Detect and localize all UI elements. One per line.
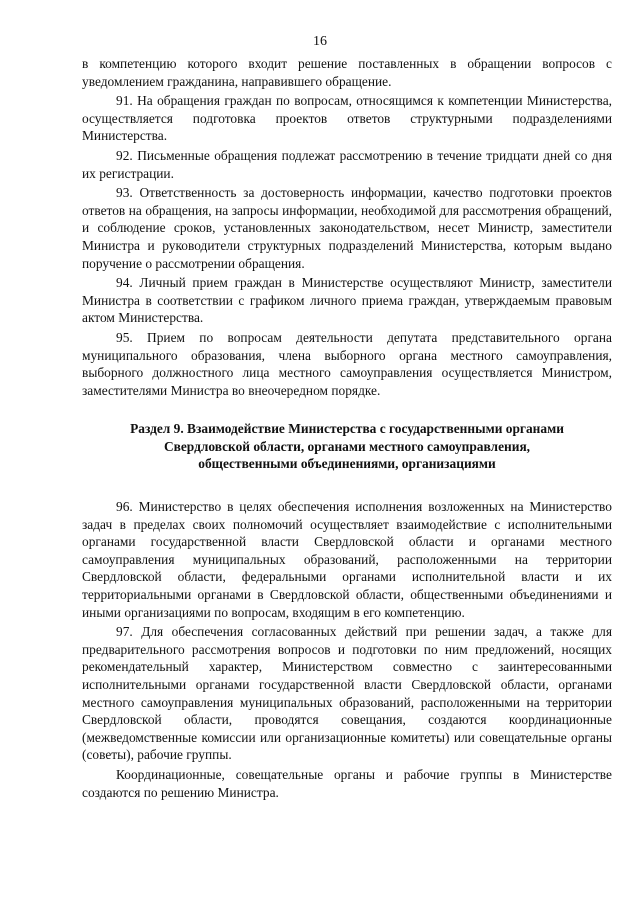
paragraph-97: 97. Для обеспечения согласованных действий при решении задач, а также для предварительного рассмотрения вопросов и подготовки по ним предложений, носящих рекомендательный характер, Министерством совместно с заинтересованными исполнительными органами государственной власти Свердловской области, органами местного самоуправления муниципальных образований, расположенными на территории Свердловской области, проводятся совещания, создаются координационные (межведомственные комиссии или организационные комитеты) или совещательные органы (советы), рабочие группы. [82,624,612,763]
paragraph-93: 93. Ответственность за достоверность информации, качество подготовки проектов ответов на обращения, на запросы информации, необходимой для рассмотрения обращений, и соблюдение сроков, установленных законодательством, несет Министр, заместители Министра и руководители структурных подразделений Министерства, которым выдано поручение о рассмотрении обращения. [82,185,612,271]
section-heading-line: Раздел 9. Взаимодействие Министерства с государственными органами [130,421,564,437]
section-heading-line: общественными объединениями, организациями [198,456,496,472]
section-heading [82,420,612,473]
paragraph-92: 92. Письменные обращения подлежат рассмотрению в течение тридцати дней со дня их регистрации. [82,147,612,181]
paragraph-coordination: Координационные, совещательные органы и рабочие группы в Министерстве создаются по решению Министра. [82,766,612,800]
paragraph-94: 94. Личный прием граждан в Министерстве осуществляют Министр, заместители Министра в соответствии с графиком личного приема граждан, утверждаемым правовым актом Министерства. [82,275,612,326]
paragraph-96: 96. Министерство в целях обеспечения исполнения возложенных на Министерство задач в пределах своих полномочий осуществляет взаимодействие с исполнительными органами государственной власти Свердловской области и органами местного самоуправления муниципальных образований, расположенными на территории Свердловской области, федеральными органами исполнительной власти и их территориальными органами в Свердловской области, общественными объединениями и иными организациями по вопросам, входящим в его компетенцию. [82,499,612,620]
paragraph-95: 95. Прием по вопросам деятельности депутата представительного органа муниципального образования, члена выборного органа местного самоуправления, выборного должностного лица местного самоуправления осуществляется Министром, заместителями Министра во внеочередном порядке. [82,329,612,398]
page-number: 16 [313,34,327,49]
paragraph-continuation: в компетенцию которого входит решение поставленных в обращении вопросов с уведомлением гражданина, направившего обращение. [82,56,612,89]
document-body [82,55,612,801]
section-heading-line: Свердловской области, органами местного самоуправления, [163,438,531,454]
paragraph-91: 91. На обращения граждан по вопросам, относящимся к компетенции Министерства, осуществляется подготовка проектов ответов структурными подразделениями Министерства. [82,93,612,144]
